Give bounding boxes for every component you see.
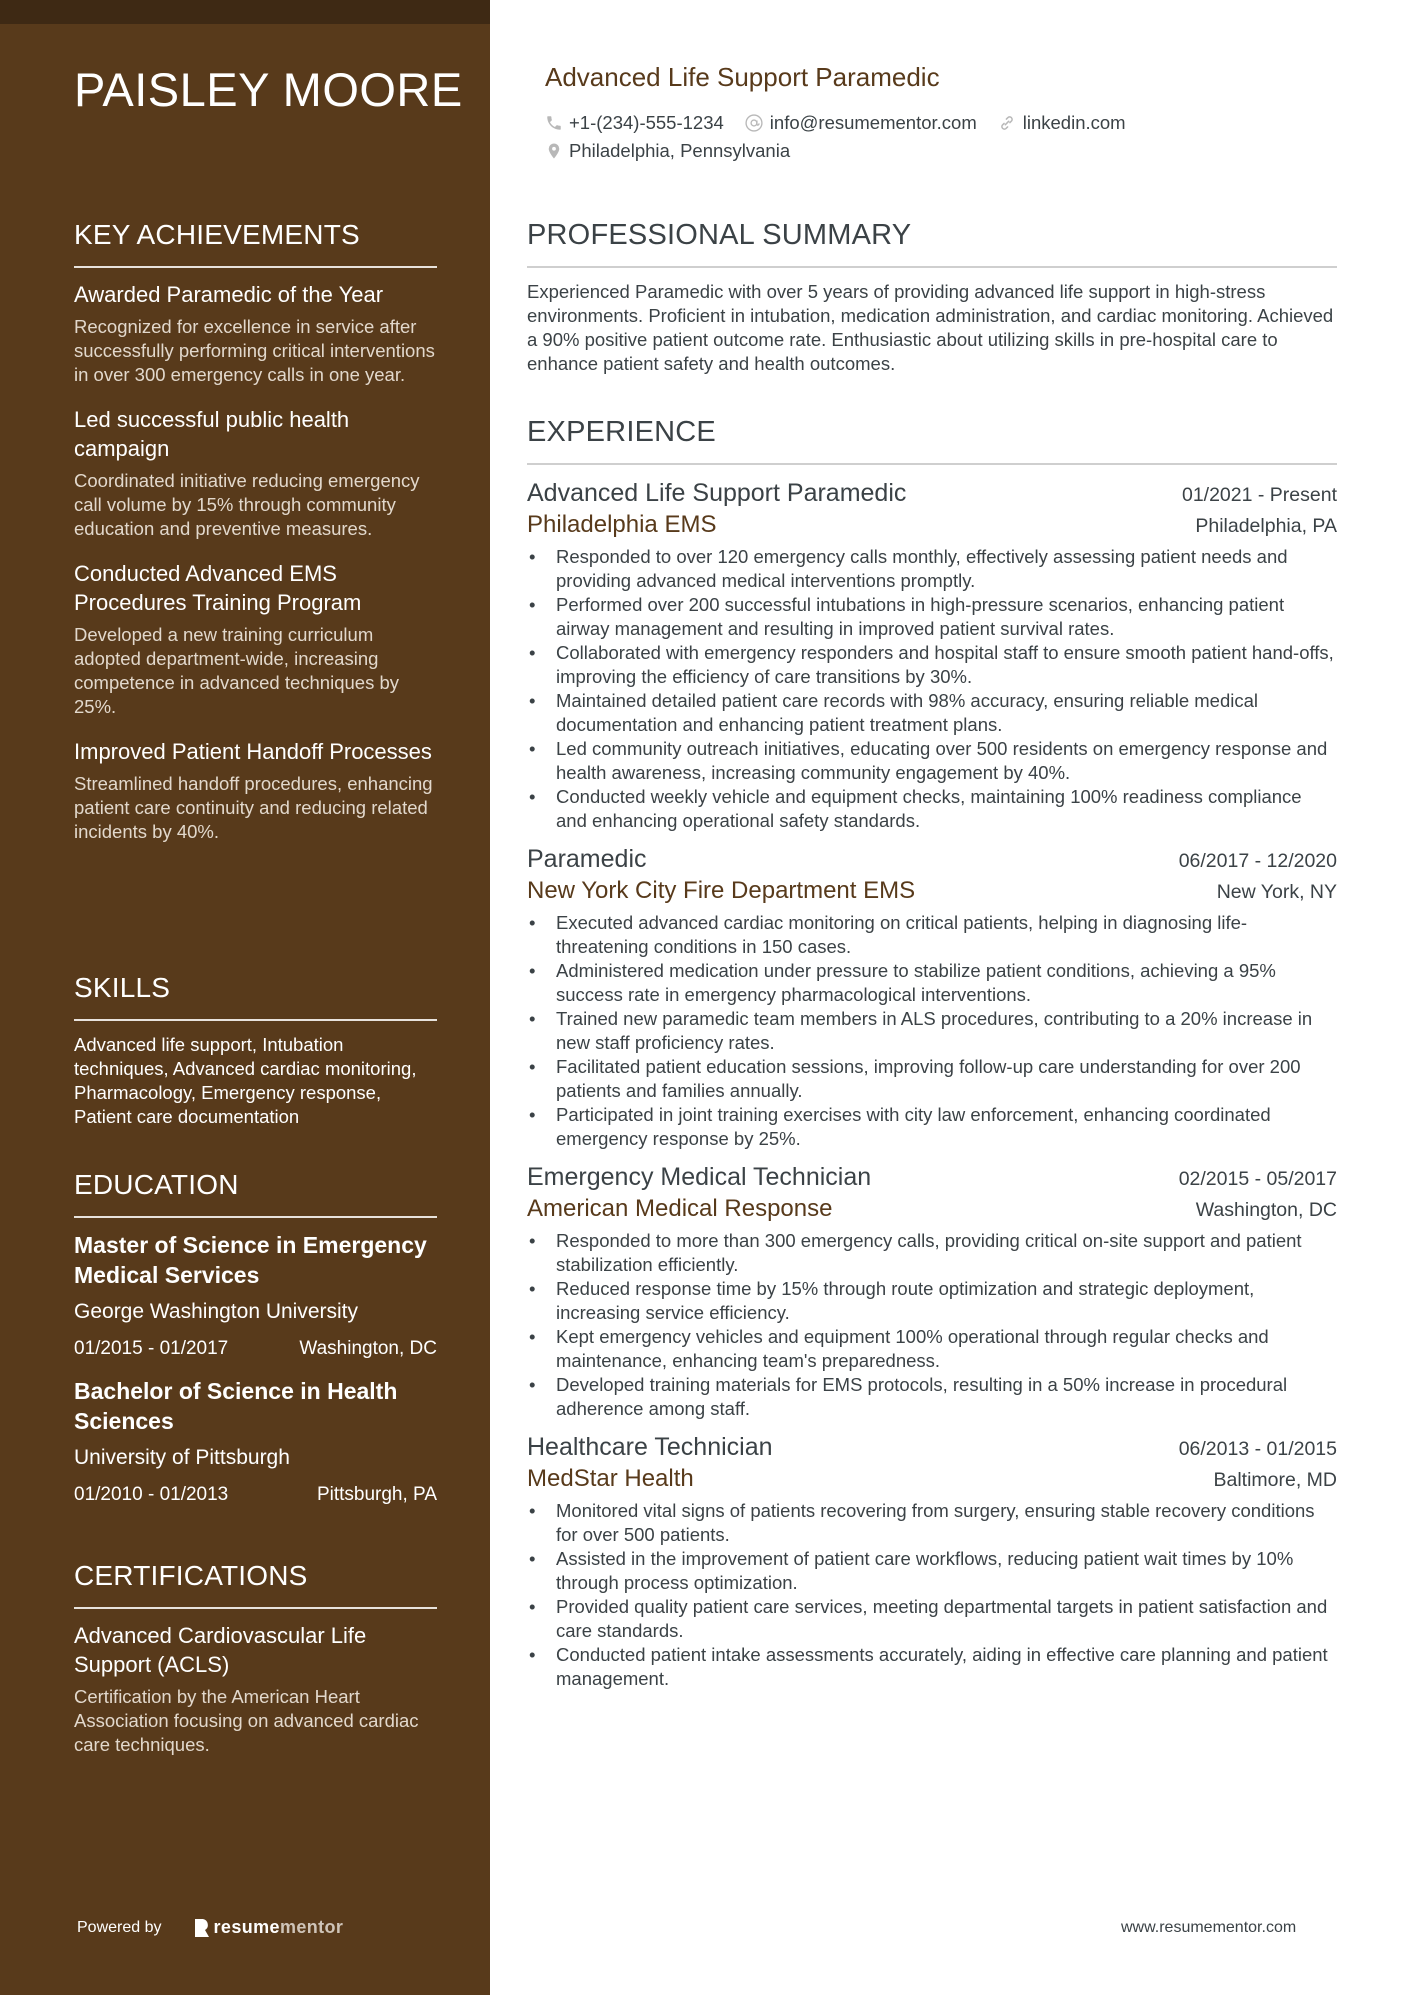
achievement-title: Improved Patient Handoff Processes [74,739,432,764]
experience-item [527,1431,1337,1691]
contact-phone[interactable] [545,112,724,134]
phone-icon [545,114,563,132]
bullet-item: • Executed advanced cardiac monitoring on critical patients, helping in diagnosing life-threatening conditions in 150 cases. [527,911,1337,959]
powered-by-label: Powered by [77,1918,162,1936]
certifications-section [74,1559,437,1757]
company-name: New York City Fire Department EMS [527,877,916,904]
link-icon [997,113,1017,133]
job-location: Washington, DC [1195,1199,1337,1221]
map-pin-icon [545,141,563,161]
contact-linkedin[interactable] [997,112,1126,134]
section-title: EXPERIENCE [527,416,716,448]
education-location: Pittsburgh, PA [316,1484,437,1505]
section-title: KEY ACHIEVEMENTS [74,219,360,250]
resumementor-logo-icon [194,1918,210,1938]
bullet-item: • Administered medication under pressure to stabilize patient conditions, achieving a 95% success rate in emergency pharmacological interventions. [527,959,1337,1007]
professional-summary-section [527,218,1337,376]
education-section [74,1168,437,1522]
section-divider [74,1216,437,1218]
contact-row [545,112,1146,134]
education-dates: 01/2010 - 01/2013 [74,1484,229,1505]
job-bullets [527,1499,1337,1691]
education-dates: 01/2015 - 01/2017 [74,1338,229,1359]
key-achievements-section [74,218,437,862]
bullet-item: • Responded to over 120 emergency calls monthly, effectively assessing patient needs and providing advanced medical interventions promptly. [527,545,1337,593]
bullet-item: • Reduced response time by 15% through route optimization and strategic deployment, increasing service efficiency. [527,1277,1337,1325]
company-name: American Medical Response [527,1195,833,1222]
certification-description: Certification by the American Heart Association focusing on advanced cardiac care techniques. [74,1686,419,1755]
section-divider [74,266,437,268]
achievement-title: Led successful public health campaign [74,407,350,461]
section-title: CERTIFICATIONS [74,1560,308,1591]
brand-name-part1: resume [213,1917,280,1937]
bullet-item: • Led community outreach initiatives, educating over 500 residents on emergency response and health awareness, increasing community engagement by 40%. [527,737,1337,785]
bullet-item: • Monitored vital signs of patients recovering from surgery, ensuring stable recovery conditions for over 500 patients. [527,1499,1337,1547]
achievement-item [74,559,437,719]
experience-item [527,843,1337,1151]
linkedin-url: linkedin.com [1022,112,1126,133]
job-dates: 06/2013 - 01/2015 [1178,1438,1337,1460]
location-text: Philadelphia, Pennsylvania [569,140,791,161]
sidebar-top-bar [0,0,490,24]
brand-name-part2: mentor [279,1917,344,1937]
bullet-item: • Kept emergency vehicles and equipment 100% operational through regular checks and maintenance, enhancing team's preparedness. [527,1325,1337,1373]
certification-title: Advanced Cardiovascular Life Support (ACLS) [74,1623,367,1677]
degree: Bachelor of Science in Health Sciences [74,1378,398,1434]
job-location: New York, NY [1216,881,1337,903]
achievement-item [74,737,437,844]
email-address: info@resumementor.com [769,112,977,133]
education-item [74,1230,437,1362]
bullet-item: • Developed training materials for EMS protocols, resulting in a 50% increase in procedural adherence among staff. [527,1373,1337,1421]
job-title: Advanced Life Support Paramedic [527,479,907,507]
job-title: Healthcare Technician [527,1433,773,1461]
education-item [74,1376,437,1508]
achievement-item [74,405,437,541]
job-bullets [527,545,1337,833]
section-divider [527,463,1337,465]
education-location: Washington, DC [299,1338,437,1359]
section-divider [527,266,1337,268]
contact-location [545,140,790,162]
company-name: Philadelphia EMS [527,511,717,538]
certification-item [74,1621,437,1757]
bullet-item: • Participated in joint training exercises with city law enforcement, enhancing coordinated emergency response by 25%. [527,1103,1337,1151]
contact-email[interactable] [744,112,977,134]
experience-item [527,1161,1337,1421]
school: George Washington University [74,1300,359,1323]
degree: Master of Science in Emergency Medical Services [74,1232,427,1288]
job-location: Baltimore, MD [1213,1469,1337,1491]
job-bullets [527,911,1337,1151]
job-dates: 01/2021 - Present [1181,484,1337,506]
bullet-item: • Provided quality patient care services, meeting departmental targets in patient satisfaction and care standards. [527,1595,1337,1643]
achievement-item [74,280,437,387]
section-title: PROFESSIONAL SUMMARY [527,219,912,251]
at-icon [744,113,764,133]
section-title: SKILLS [74,972,171,1003]
experience-section [527,415,1337,1701]
resumementor-logo[interactable] [194,1917,344,1938]
contact-row-2 [545,140,810,162]
bullet-item: • Facilitated patient education sessions, improving follow-up care understanding for over 200 patients and families annually. [527,1055,1337,1103]
job-location: Philadelphia, PA [1195,515,1337,537]
bullet-item: • Conducted weekly vehicle and equipment checks, maintaining 100% readiness compliance and enhancing operational safety standards. [527,785,1337,833]
sidebar [0,0,490,1995]
section-title: EDUCATION [74,1169,239,1200]
achievement-title: Awarded Paramedic of the Year [74,282,384,307]
job-title: Paramedic [527,845,647,873]
school: University of Pittsburgh [74,1446,290,1469]
section-divider [74,1019,437,1021]
job-dates: 06/2017 - 12/2020 [1178,850,1337,872]
achievement-title: Conducted Advanced EMS Procedures Training Program [74,561,362,615]
achievement-description: Coordinated initiative reducing emergency call volume by 15% through community education and preventive measures. [74,470,420,539]
footer-website-link[interactable]: www.resumementor.com [1121,1919,1297,1936]
section-divider [74,1607,437,1609]
bullet-item: • Conducted patient intake assessments accurately, aiding in effective care planning and patient management. [527,1643,1337,1691]
bullet-item: • Assisted in the improvement of patient care workflows, reducing patient wait times by 10% through process optimization. [527,1547,1337,1595]
skills-section [74,971,437,1129]
powered-by [77,1917,343,1938]
job-bullets [527,1229,1337,1421]
candidate-name: PAISLEY MOORE [74,63,463,116]
bullet-item: • Trained new paramedic team members in ALS procedures, contributing to a 20% increase in new staff proficiency rates. [527,1007,1337,1055]
summary-text: Experienced Paramedic with over 5 years of providing advanced life support in high-stress environments. Proficient in intubation, medication administration, and cardiac monitoring. Achieved a 90% positive patient outcome rate. Enthusiastic about utilizing skills in pre-hospital care to enhance patient safety and health outcomes. [527,281,1334,374]
achievement-description: Developed a new training curriculum adopted department-wide, increasing competence in advanced techniques by 25%. [74,624,399,717]
job-dates: 02/2015 - 05/2017 [1178,1168,1337,1190]
skills-list: Advanced life support, Intubation techniques, Advanced cardiac monitoring, Pharmacology, Emergency response, Patient care documentation [74,1034,417,1127]
bullet-item: • Collaborated with emergency responders and hospital staff to ensure smooth patient hand-offs, improving the efficiency of care transitions by 30%. [527,641,1337,689]
bullet-item: • Responded to more than 300 emergency calls, providing critical on-site support and patient stabilization efficiently. [527,1229,1337,1277]
achievement-description: Recognized for excellence in service after successfully performing critical interventions in over 300 emergency calls in one year. [74,316,435,385]
job-title: Emergency Medical Technician [527,1163,872,1191]
company-name: MedStar Health [527,1465,694,1492]
achievement-description: Streamlined handoff procedures, enhancing patient care continuity and reducing related incidents by 40%. [74,773,433,842]
bullet-item: • Maintained detailed patient care records with 98% accuracy, ensuring reliable medical documentation and enhancing patient treatment plans. [527,689,1337,737]
job-headline: Advanced Life Support Paramedic [545,62,940,92]
phone-number: +1-(234)-555-1234 [569,112,724,133]
bullet-item: • Performed over 200 successful intubations in high-pressure scenarios, enhancing patient airway management and resulting in improved patient survival rates. [527,593,1337,641]
experience-item [527,477,1337,833]
